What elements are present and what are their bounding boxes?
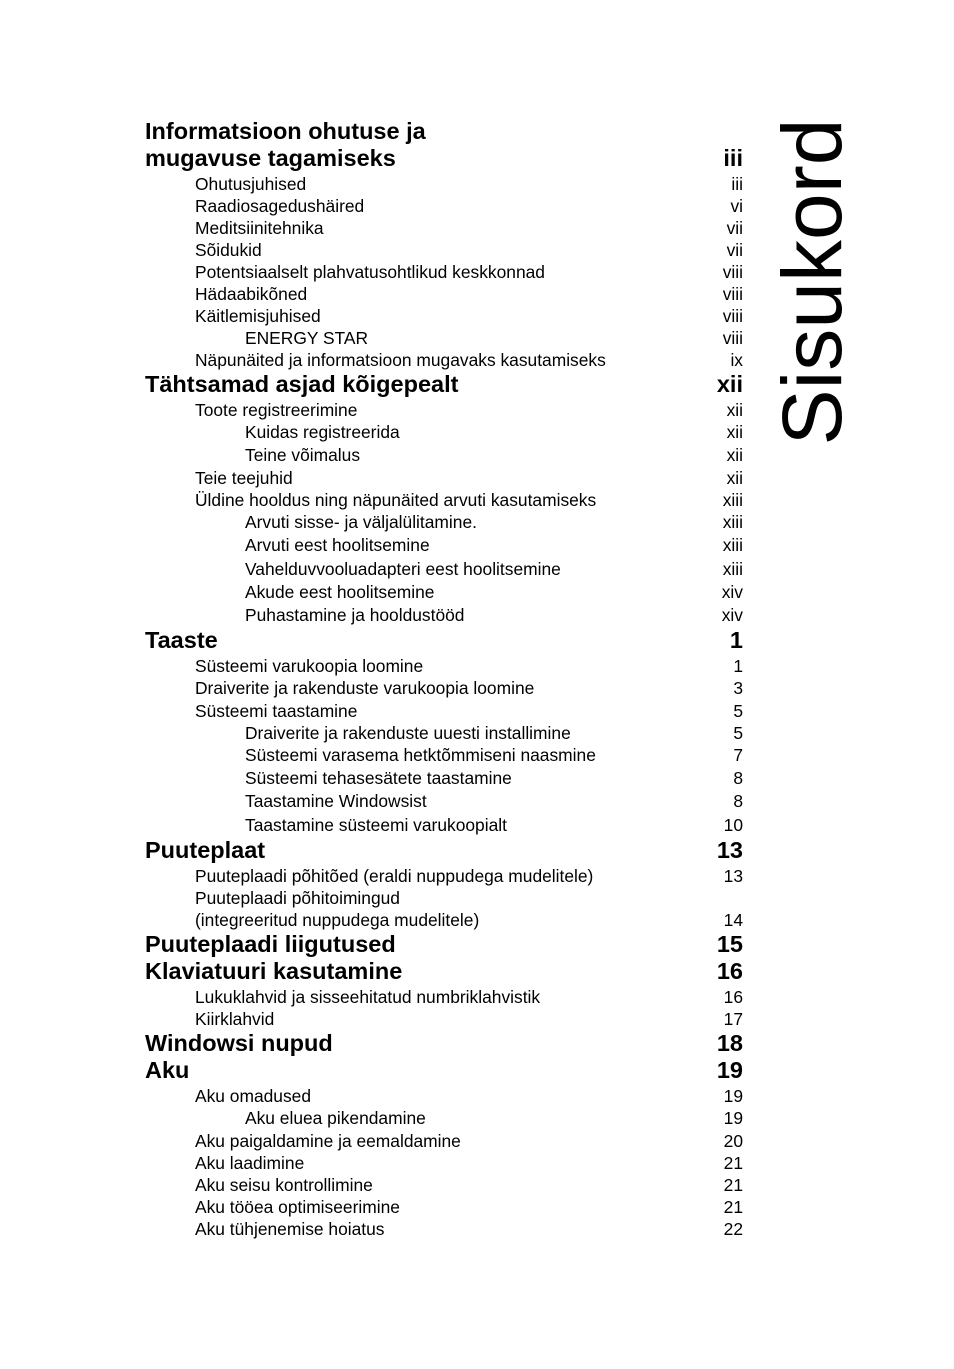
toc-entry-title: Aku eluea pikendamine (245, 1108, 426, 1128)
toc-page-number: 22 (723, 1219, 743, 1239)
toc-page-number: xii (726, 445, 743, 465)
toc-page-number: 10 (723, 815, 743, 835)
toc-page-number: 16 (723, 987, 743, 1007)
toc-page-number: viii (722, 262, 743, 282)
toc-entry-title: Teie teejuhid (195, 468, 293, 488)
toc-page-number: 13 (723, 866, 743, 886)
toc-entry-title: Puuteplaat (145, 837, 266, 863)
toc-page-number: xii (716, 371, 743, 397)
toc-page-number: vii (726, 240, 743, 260)
toc-page-number: 21 (723, 1175, 743, 1195)
toc-entry-title: Teine võimalus (245, 445, 361, 465)
toc-entry-title: Käitlemisjuhised (195, 306, 321, 326)
toc-page-number: xii (726, 468, 743, 488)
toc-entry-title: Aku paigaldamine ja eemaldamine (195, 1131, 461, 1151)
toc-entry-title: Vahelduvvooluadapteri eest hoolitsemine (245, 559, 561, 579)
toc-page-number: 19 (723, 1108, 743, 1128)
toc-page-number: iii (731, 174, 743, 194)
toc-entry-title: Potentsiaalselt plahvatusohtlikud keskkonnad (195, 262, 545, 282)
toc-entry-title: Süsteemi varasema hetktõmmiseni naasmine (245, 745, 596, 765)
toc-page-number: 8 (733, 768, 743, 788)
toc-page-number: 20 (723, 1131, 743, 1151)
toc-entry-title: Puuteplaadi põhitoimingud (195, 888, 400, 908)
toc-page-number: xiii (722, 490, 743, 510)
toc-page-number: 21 (723, 1153, 743, 1173)
toc-entry-title: Ohutusjuhised (195, 174, 307, 194)
toc-page-number: viii (722, 328, 743, 348)
toc-entry-title: Süsteemi tehasesätete taastamine (245, 768, 512, 788)
side-title: Sisukord (765, 118, 859, 446)
toc-page-number: 15 (716, 931, 743, 957)
toc-entry-title: Meditsiinitehnika (195, 218, 324, 238)
toc-entry-title: Kuidas registreerida (245, 422, 400, 442)
toc-entry-title: Arvuti eest hoolitsemine (245, 535, 430, 555)
toc-entry-title: Klaviatuuri kasutamine (145, 958, 403, 984)
toc-entry-title: Tähtsamad asjad kõigepealt (145, 371, 459, 397)
toc-entry-title: Taastamine Windowsist (245, 791, 427, 811)
toc-entry-title: Akude eest hoolitsemine (245, 582, 435, 602)
toc-page-number: xiv (721, 582, 743, 602)
toc-page-number: xiii (722, 559, 743, 579)
toc-page-number: viii (722, 284, 743, 304)
toc-entry-title: ENERGY STAR (245, 328, 369, 348)
toc-entry-title: Puhastamine ja hooldustööd (245, 605, 465, 625)
toc-page-number: 19 (716, 1057, 743, 1083)
toc-entry-title: Draiverite ja rakenduste varukoopia loomine (195, 678, 535, 698)
toc-entry-title: Puuteplaadi liigutused (145, 931, 396, 957)
toc-page-number: 1 (733, 656, 743, 676)
toc-entry-title: Aku seisu kontrollimine (195, 1175, 373, 1195)
toc-page-number: xiii (722, 512, 743, 532)
toc-page-number: ix (730, 350, 743, 370)
toc-page-number: 3 (733, 678, 743, 698)
toc-page-number: 13 (716, 837, 743, 863)
toc-entry-title: Taaste (145, 627, 218, 653)
toc-entry-title: mugavuse tagamiseks (145, 145, 396, 171)
toc-page-number: 19 (723, 1086, 743, 1106)
toc-entry-title: Puuteplaadi põhitõed (eraldi nuppudega mudelitele) (195, 866, 594, 886)
toc-page-number: vii (726, 218, 743, 238)
toc-page-number: 14 (723, 910, 743, 930)
toc-page-number: iii (723, 145, 743, 171)
toc-page-number: xiii (722, 535, 743, 555)
toc-entry-title: (integreeritud nuppudega mudelitele) (195, 910, 480, 930)
toc-entry-title: Lukuklahvid ja sisseehitatud numbriklahvistik (195, 987, 541, 1007)
toc-entry-title: Süsteemi varukoopia loomine (195, 656, 424, 676)
toc-entry-title: Aku omadused (195, 1086, 312, 1106)
toc-entry-title: Näpunäited ja informatsioon mugavaks kasutamiseks (195, 350, 606, 370)
toc-page-number: 7 (733, 745, 743, 765)
toc-entry-title: Raadiosagedushäired (195, 196, 365, 216)
toc-page-number: 16 (716, 958, 743, 984)
toc-page-number: 1 (729, 627, 743, 653)
toc-entry-title: Aku laadimine (195, 1153, 305, 1173)
toc-page-number: viii (722, 306, 743, 326)
toc-entry-title: Draiverite ja rakenduste uuesti installimine (245, 723, 571, 743)
toc-entry-title: Taastamine süsteemi varukoopialt (245, 815, 507, 835)
toc-page-number: 17 (723, 1009, 743, 1029)
toc-entry-title: Aku tühjenemise hoiatus (195, 1219, 385, 1239)
toc-page-number: 8 (733, 791, 743, 811)
toc-entry-title: Informatsioon ohutuse ja (145, 118, 426, 144)
toc-entry-title: Windowsi nupud (145, 1030, 333, 1056)
toc-entry-title: Arvuti sisse- ja väljalülitamine. (245, 512, 477, 532)
toc-page-number: xii (726, 422, 743, 442)
toc-page-number: xiv (721, 605, 743, 625)
toc-entry-title: Aku tööea optimiseerimine (195, 1197, 400, 1217)
toc-page-number: 21 (723, 1197, 743, 1217)
toc-page-number: 5 (733, 701, 743, 721)
toc-entry-title: Toote registreerimine (195, 400, 358, 420)
toc-entry-title: Hädaabikõned (195, 284, 308, 304)
toc-page-number: 18 (716, 1030, 743, 1056)
toc-page-number: 5 (733, 723, 743, 743)
toc-page-number: vi (730, 196, 743, 216)
toc-entry-title: Süsteemi taastamine (195, 701, 358, 721)
toc-entry-title: Aku (145, 1057, 190, 1083)
toc-entry-title: Üldine hooldus ning näpunäited arvuti kasutamiseks (195, 490, 597, 510)
toc-entry-title: Kiirklahvid (195, 1009, 275, 1029)
toc-entry-title: Sõidukid (195, 240, 262, 260)
toc-page-number: xii (726, 400, 743, 420)
